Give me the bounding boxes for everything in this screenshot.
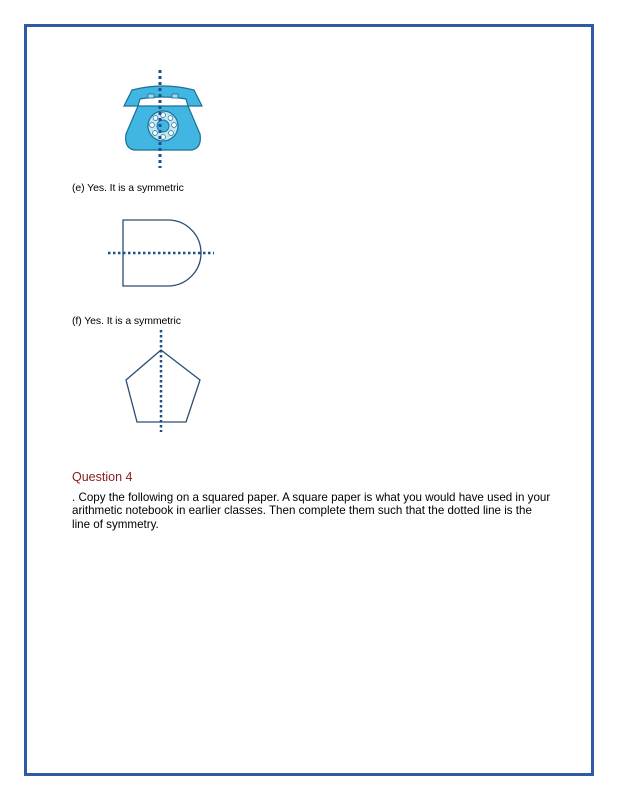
answer-f: (f) Yes. It is a symmetric	[72, 315, 181, 327]
question-title: Question 4	[72, 470, 133, 484]
telephone-figure	[118, 68, 208, 170]
question-text: . Copy the following on a squared paper. A square paper is what you would have used in your arithmetic notebook in earlier classes. Then complete them such that the dotted line is the line of symmetry.	[72, 491, 551, 531]
d-shape-figure	[104, 214, 218, 292]
pentagon-icon	[126, 350, 200, 422]
page-border	[24, 24, 594, 776]
answer-e: (e) Yes. It is a symmetric	[72, 182, 184, 194]
telephone-icon	[124, 86, 202, 150]
pentagon-figure	[118, 328, 208, 434]
